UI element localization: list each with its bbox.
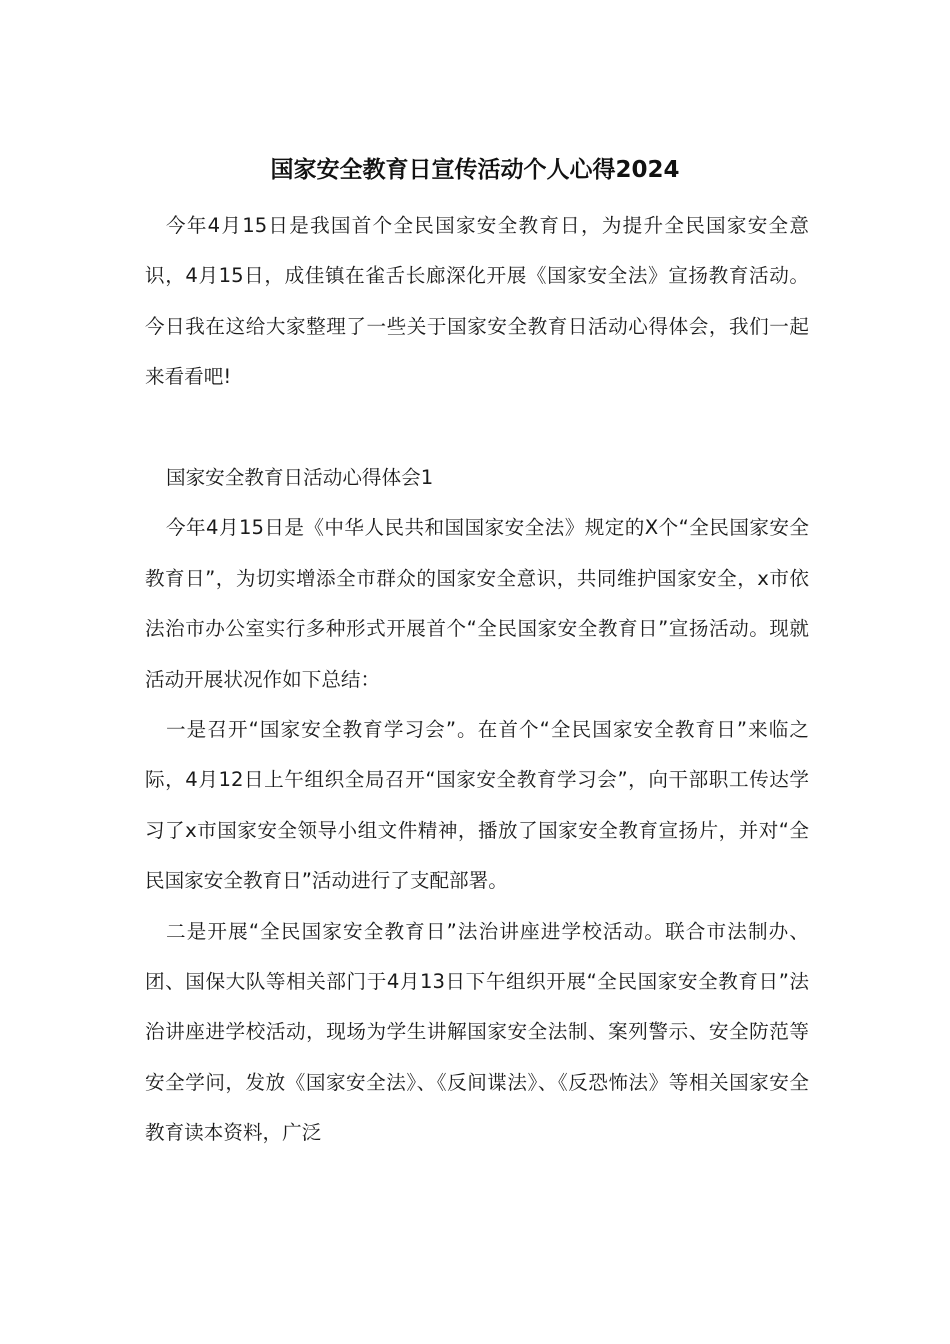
body-paragraph: 今年4月15日是《中华人民共和国国家安全法》规定的X个“全民国家安全教育日”，为切实增添全市群众的国家安全意识，共同维护国家安全，x市依法治市办公室实行多种形式开展首个“全民国家安全教育日”宣扬活动。现就活动开展状况作如下总结： <box>145 516 809 691</box>
document-body <box>145 201 809 1159</box>
body-paragraph: 二是开展“全民国家安全教育日”法治讲座进学校活动。联合市法制办、团、国保大队等相关部门于4月13日下午组织开展“全民国家安全教育日”法治讲座进学校活动，现场为学生讲解国家安全法制、案列警示、安全防范等安全学问，发放《国家安全法》、《反间谍法》、《反恐怖法》等相关国家安全教育读本资料，广泛 <box>145 919 809 1145</box>
section-heading: 国家安全教育日活动心得体会1 <box>166 466 434 490</box>
intro-paragraph: 今年4月15日是我国首个全民国家安全教育日，为提升全民国家安全意识，4月15日，成佳镇在雀舌长廊深化开展《国家安全法》宣扬教育活动。今日我在这给大家整理了一些关于国家安全教育日活动心得体会，我们一起来看看吧! <box>145 214 809 389</box>
document-title: 国家安全教育日宣传活动个人心得2024 <box>270 157 680 183</box>
body-paragraph: 一是召开“国家安全教育学习会”。在首个“全民国家安全教育日”来临之际，4月12日上午组织全局召开“国家安全教育学习会”，向干部职工传达学习了x市国家安全领导小组文件精神，播放了国家安全教育宣扬片，并对“全民国家安全教育日”活动进行了支配部署。 <box>145 718 809 893</box>
